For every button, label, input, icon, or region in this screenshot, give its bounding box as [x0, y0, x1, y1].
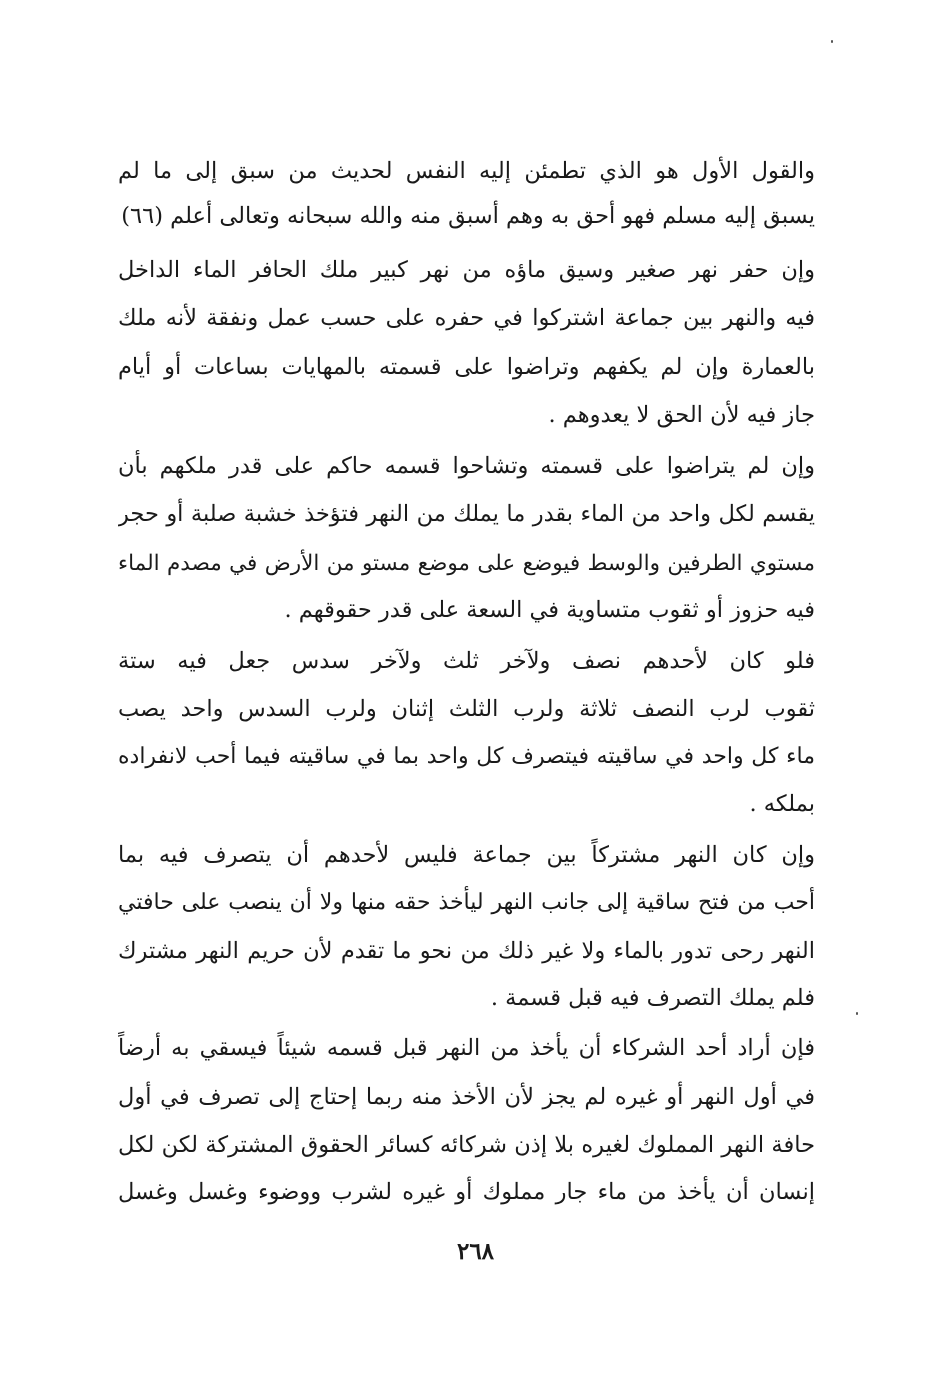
text-line: بالعمارة وإن لم يكفهم وتراضوا على قسمته بالمهايات بساعات أو أيام — [118, 354, 815, 380]
scan-speck — [856, 1012, 858, 1015]
text-line: ثقوب لرب النصف ثلاثة ولرب الثلث إثنان ولرب السدس واحد يصب — [118, 696, 815, 722]
text-line: مستوي الطرفين والوسط فيوضع على موضع مستو من الأرض في مصدم الماء — [118, 551, 815, 576]
text-line: النهر رحى تدور بالماء ولا غير ذلك من نحو ما تقدم لأن حريم النهر مشترك — [118, 938, 815, 964]
text-line: فلو كان لأحدهم نصف ولآخر ثلث ولآخر سدس جعل فيه ستة — [118, 648, 815, 674]
text-line: فيه والنهر بين جماعة اشتركوا في حفره على حسب عمل ونفقة لأنه ملك — [118, 305, 815, 331]
text-line: يقسم لكل واحد من الماء بقدر ما يملك من النهر فتؤخذ خشبة صلبة أو حجر — [118, 501, 815, 527]
text-line: حافة النهر المملوك لغيره بلا إذن شركائه كسائر الحقوق المشتركة لكن لكل — [118, 1132, 815, 1158]
text-line: في أول النهر أو غيره لم يجز لأن الأخذ منه ربما إحتاج إلى تصرف في أول — [118, 1084, 815, 1110]
text-line: أحب من فتح ساقية إلى جانب النهر ليأخذ حقه منها ولا أن ينصب على حافتي — [118, 890, 815, 915]
text-line: وإن كان النهر مشتركاً بين جماعة فليس لأحدهم أن يتصرف فيه بما — [118, 842, 815, 868]
text-line: وإن لم يتراضوا على قسمته وتشاحوا قسمه حاكم على قدر ملكهم بأن — [118, 453, 815, 479]
text-line: فإن أراد أحد الشركاء أن يأخذ من النهر قبل قسمه شيئاً فيسقي به أرضاً — [118, 1035, 815, 1061]
page-number: ٢٦٨ — [456, 1238, 495, 1265]
text-line: فلم يملك التصرف فيه قبل قسمة . — [490, 985, 815, 1011]
text-line: إنسان أن يأخذ من ماء جار مملوك أو غيره لشرب ووضوء وغسل وغسل — [118, 1179, 815, 1205]
document-page — [118, 0, 815, 1376]
text-line: جاز فيه لأن الحق لا يعدوهم . — [548, 402, 815, 428]
text-line: بملكه . — [749, 791, 815, 817]
text-line: يسبق إليه مسلم فهو أحق به وهم أسبق منه والله سبحانه وتعالى أعلم (٦٦) — [121, 203, 815, 229]
text-line: والقول الأول هو الذي تطمئن إليه النفس لحديث من سبق إلى ما لم — [118, 158, 815, 184]
text-line: ماء كل واحد في ساقيته فيتصرف كل واحد بما في ساقيته فيما أحب لانفراده — [118, 744, 815, 769]
text-line: وإن حفر نهر صغير وسيق ماؤه من نهر كبير ملك الحافر الماء الداخل — [118, 257, 815, 283]
scan-speck — [831, 40, 833, 43]
text-line: فيه حزوز أو ثقوب متساوية في السعة على قدر حقوقهم . — [284, 597, 815, 623]
